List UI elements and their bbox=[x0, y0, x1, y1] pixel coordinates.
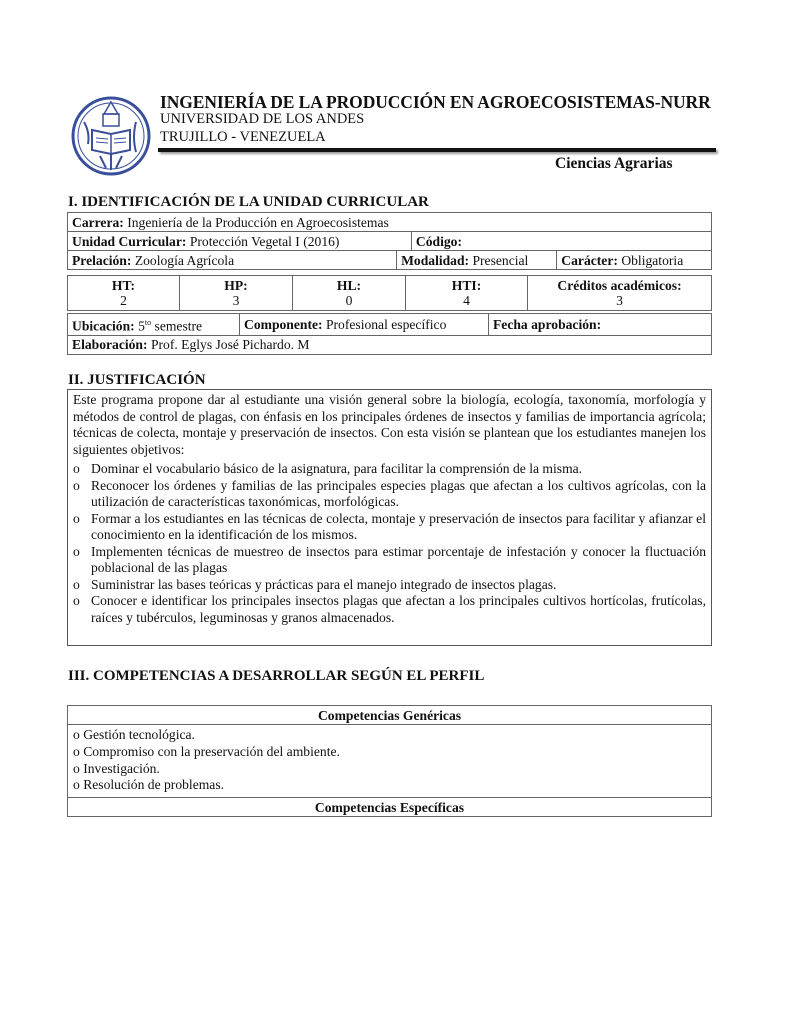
ubicacion-row bbox=[68, 314, 712, 336]
prelacion-cell bbox=[68, 251, 397, 270]
caracter-cell bbox=[557, 251, 712, 270]
university-location: TRUJILLO - VENEZUELA bbox=[160, 129, 326, 145]
carrera-label: Carrera: bbox=[72, 214, 124, 230]
unidad-cell bbox=[68, 232, 412, 251]
codigo-cell bbox=[411, 232, 711, 251]
hours-hti: HTI: 4 bbox=[406, 276, 528, 311]
hours-row bbox=[68, 276, 712, 311]
location-table bbox=[67, 313, 712, 355]
caracter-label: Carácter: bbox=[561, 252, 618, 268]
unidad-label: Unidad Curricular: bbox=[72, 233, 187, 249]
department-name: Ciencias Agrarias bbox=[555, 155, 673, 172]
objective-item: o Conocer e identificar los principales insectos plagas que afectan a los principales cultivos hortícolas, frutícolas, raíces y tubérculos, leguminosas y granos almacenados. bbox=[73, 593, 706, 625]
genericas-item: o Resolución de problemas. bbox=[73, 777, 225, 793]
ubicacion-label: Ubicación: bbox=[72, 318, 135, 334]
elaboracion-cell bbox=[68, 335, 712, 354]
hours-hp: HP: 3 bbox=[180, 276, 293, 311]
justification-intro: Este programa propone dar al estudiante una visión general sobre la biología, ecología, taxonomía, morfología y métodos de control de plagas, con énfasis en los principales órdenes de insectos y familias de importancia agrícola; técnicas de colecta, montaje y preservación de insectos. Con esta visión se plantean que los estudiantes manejen los siguientes objetivos: bbox=[73, 392, 706, 457]
especificas-header: Competencias Específicas bbox=[68, 798, 712, 817]
objective-item: o Reconocer los órdenes y familias de las principales especies plagas que afectan a los cultivos agrícolas, con la utilización de características taxonómicas, morfológicas. bbox=[73, 477, 706, 509]
hours-ht: HT: 2 bbox=[68, 276, 180, 311]
program-title: INGENIERÍA DE LA PRODUCCIÓN EN AGROECOSISTEMAS-NURR bbox=[160, 92, 711, 112]
objective-item: o Implementen técnicas de muestreo de insectos para estimar porcentaje de infestación y conocer la fluctuación poblacional de las plagas bbox=[73, 543, 706, 575]
carrera-row bbox=[68, 213, 712, 232]
objective-item: o Dominar el vocabulario básico de la asignatura, para facilitar la comprensión de la misma. bbox=[73, 461, 583, 476]
section-2-title: II. JUSTIFICACIÓN bbox=[68, 372, 206, 388]
university-name: UNIVERSIDAD DE LOS ANDES bbox=[160, 111, 365, 127]
genericas-item: o Compromiso con la preservación del ambiente. bbox=[73, 743, 340, 759]
elaboracion-row bbox=[68, 335, 712, 354]
modalidad-label: Modalidad: bbox=[401, 252, 470, 268]
competencies-table bbox=[67, 705, 712, 817]
prelacion-label: Prelación: bbox=[72, 252, 132, 268]
fecha-label: Fecha aprobación: bbox=[493, 316, 602, 332]
elaboracion-value: Prof. Eglys José Pichardo. M bbox=[150, 337, 310, 353]
header-divider bbox=[158, 148, 716, 152]
section-3-title: III. COMPETENCIAS A DESARROLLAR SEGÚN EL PERFIL bbox=[68, 668, 485, 684]
section-1-title: I. IDENTIFICACIÓN DE LA UNIDAD CURRICULAR bbox=[68, 194, 429, 210]
genericas-list bbox=[68, 725, 712, 798]
caracter-value: Obligatoria bbox=[621, 252, 684, 268]
elaboracion-label: Elaboración: bbox=[72, 337, 148, 353]
hours-table bbox=[67, 275, 712, 311]
objective-item: o Formar a los estudiantes en las técnicas de colecta, montaje y preservación de insectos para facilitar y afianzar el conocimiento en la identificación de los mismos. bbox=[73, 510, 706, 542]
componente-value: Profesional específico bbox=[325, 316, 447, 332]
ubicacion-cell: Ubicación: $5^{to}$ semestre bbox=[68, 314, 240, 336]
university-seal-icon bbox=[70, 92, 152, 176]
prelacion-value: Zoología Agrícola bbox=[134, 252, 235, 268]
identification-table bbox=[67, 212, 712, 270]
codigo-label: Código: bbox=[415, 233, 462, 249]
modalidad-cell bbox=[397, 251, 557, 270]
objective-item: o Suministrar las bases teóricas y prácticas para el manejo integrado de insectos plagas. bbox=[73, 576, 557, 592]
componente-cell bbox=[240, 314, 489, 336]
genericas-header: Competencias Genéricas bbox=[68, 706, 712, 725]
carrera-value: Ingeniería de la Producción en Agroecosistemas bbox=[127, 214, 389, 230]
prelacion-row bbox=[68, 251, 712, 270]
carrera-cell bbox=[68, 213, 712, 232]
unidad-row bbox=[68, 232, 712, 251]
justification-box bbox=[67, 389, 712, 646]
modalidad-value: Presencial bbox=[472, 252, 529, 268]
unidad-value: Protección Vegetal I (2016) bbox=[189, 233, 340, 249]
fecha-cell bbox=[489, 314, 712, 336]
genericas-item: o Gestión tecnológica. bbox=[73, 727, 195, 742]
hours-hl: HL: 0 bbox=[293, 276, 406, 311]
componente-label: Componente: bbox=[244, 316, 323, 332]
genericas-item: o Investigación. bbox=[73, 760, 160, 776]
hours-creditos: Créditos académicos: 3 bbox=[528, 276, 712, 311]
